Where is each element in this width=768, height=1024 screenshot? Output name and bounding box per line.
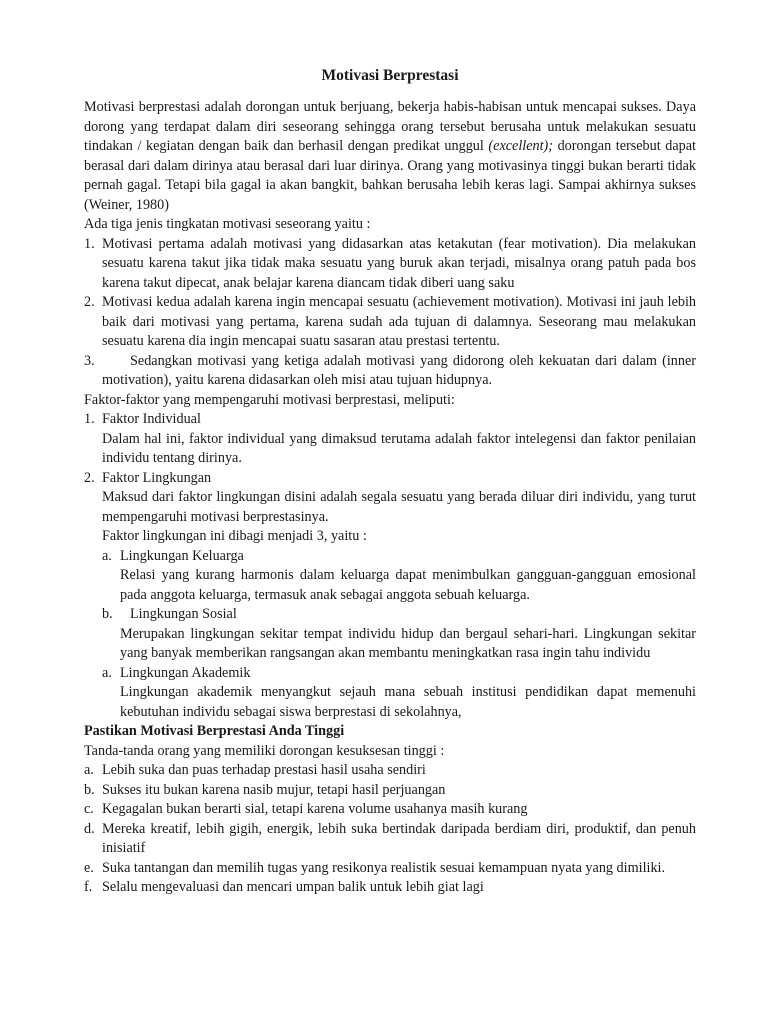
- sign-mark: a.: [84, 762, 94, 778]
- sign-mark: e.: [84, 859, 94, 876]
- level-number: 2.: [84, 294, 95, 310]
- sign-item-a: [84, 761, 696, 781]
- sign-text: Kegagalan bukan berarti sial, tetapi karena volume usahanya masih kurang: [102, 801, 528, 817]
- factor-item-2: [84, 469, 696, 489]
- section-heading: Pastikan Motivasi Berprestasi Anda Tinggi: [84, 723, 345, 739]
- factor-heading: Faktor Lingkungan: [102, 469, 212, 486]
- document-title: Motivasi Berprestasi: [321, 67, 459, 84]
- factor-heading: Faktor Individual: [102, 411, 201, 427]
- sub-factor-body: Lingkungan akademik menyangkut sejauh mana sebuah institusi pendidikan dapat memenuhi kebutuhan individu sebagai siswa berprestasi di sekolahnya,: [120, 684, 696, 720]
- sign-item-e: [84, 859, 696, 879]
- sub-factor-akademik: [84, 664, 696, 684]
- level-text: Sedangkan motivasi yang ketiga adalah motivasi yang didorong oleh kekuatan dari dalam (inner motivation), yaitu karena didasarkan oleh misi atau tujuan hidupnya.: [102, 352, 696, 388]
- levels-intro: Ada tiga jenis tingkatan motivasi seseorang yaitu :: [84, 216, 371, 232]
- factor-sub-intro: Faktor lingkungan ini dibagi menjadi 3, yaitu :: [102, 528, 367, 544]
- sign-item-c: [84, 800, 696, 820]
- sub-factor-heading: Lingkungan Akademik: [120, 664, 251, 681]
- sign-text: Sukses itu bukan karena nasib mujur, tetapi hasil perjuangan: [102, 781, 446, 798]
- sign-item-f: [84, 878, 696, 898]
- factor-number: 2.: [84, 469, 95, 486]
- level-item-3: [84, 352, 696, 391]
- sign-text: Lebih suka dan puas terhadap prestasi hasil usaha sendiri: [102, 762, 426, 778]
- level-number: 3.: [84, 352, 95, 369]
- level-text: Motivasi kedua adalah karena ingin mencapai sesuatu (achievement motivation). Motivasi ini jauh lebih baik dari motivasi yang pertama, karena sudah ada tujuan di dalamnya. Seseorang mau melakukan sesuatu karena dia ingin mencapai suatu sasaran atau prestasi tertentu.: [102, 294, 696, 349]
- level-number: 1.: [84, 235, 95, 252]
- intro-text-b: dorongan tersebut dapat berasal dari dalam dirinya atau berasal dari luar dirinya. Orang yang motivasinya tinggi bukan berarti tidak pernah gagal. Tetapi bila gagal ia akan bangkit, bahkan berusaha lebih keras lagi. Sampai akhirnya sukses (Weiner, 1980): [84, 138, 696, 213]
- sub-factor-mark: a.: [102, 547, 112, 564]
- document-page: [84, 66, 696, 898]
- sign-mark: d.: [84, 820, 95, 837]
- sub-factor-body: Relasi yang kurang harmonis dalam keluarga dapat menimbulkan gangguan-gangguan emosional pada anggota keluarga, termasuk anak sebagai anggota sebuah keluarga.: [120, 567, 696, 603]
- factor-item-1: [84, 410, 696, 430]
- intro-text-a: Motivasi berprestasi adalah dorongan untuk berjuang, bekerja habis-habisan untuk mencapai sukses. Daya dorong yang terdapat dalam diri seseorang sehingga orang tersebut berusaha untuk melakukan sesuatu tindakan / kegiatan dengan baik dan berhasil dengan predikat unggul: [84, 99, 696, 154]
- factor-number: 1.: [84, 411, 95, 427]
- sign-mark: b.: [84, 781, 95, 798]
- factor-body: Dalam hal ini, faktor individual yang dimaksud terutama adalah faktor intelegensi dan faktor penilaian individu tentang dirinya.: [102, 430, 696, 466]
- factor-body: Maksud dari faktor lingkungan disini adalah segala sesuatu yang berada diluar diri individu, yang turut mempengaruhi motivasi berprestasinya.: [102, 489, 696, 525]
- sub-factor-sosial: [84, 605, 696, 625]
- level-item-1: [84, 235, 696, 294]
- sign-mark: f.: [84, 879, 93, 895]
- sub-factor-heading: Lingkungan Sosial: [130, 606, 237, 622]
- factors-intro: Faktor-faktor yang mempengaruhi motivasi berprestasi, meliputi:: [84, 391, 455, 408]
- sign-mark: c.: [84, 801, 94, 817]
- sub-factor-mark: a.: [102, 664, 112, 681]
- sign-text: Mereka kreatif, lebih gigih, energik, lebih suka bertindak daripada berdiam diri, produktif, dan penuh inisiatif: [102, 820, 696, 856]
- sign-text: Suka tantangan dan memilih tugas yang resikonya realistik sesuai kemampuan nyata yang dimiliki.: [102, 859, 666, 876]
- intro-italic-term: (excellent);: [488, 138, 553, 154]
- intro-paragraph: [84, 98, 696, 215]
- sub-factor-keluarga: [84, 547, 696, 567]
- sub-factor-mark: b.: [102, 606, 113, 622]
- level-text: Motivasi pertama adalah motivasi yang didasarkan atas ketakutan (fear motivation). Dia melakukan sesuatu karena takut jika tidak maka sesuatu yang buruk akan terjadi, misalnya orang patuh pada bos karena takut dipecat, anak belajar karena diancam tidak diberi uang saku: [102, 235, 696, 291]
- level-item-2: [84, 293, 696, 352]
- sign-item-d: [84, 820, 696, 859]
- sign-text: Selalu mengevaluasi dan mencari umpan balik untuk lebih giat lagi: [102, 879, 484, 895]
- sub-factor-body: Merupakan lingkungan sekitar tempat individu hidup dan bergaul sehari-hari. Lingkungan sekitar yang banyak memberikan rangsangan akan membantu meningkatkan rasa ingin tahu individu: [120, 625, 696, 661]
- sub-factor-heading: Lingkungan Keluarga: [120, 547, 244, 564]
- section-intro: Tanda-tanda orang yang memiliki dorongan kesuksesan tinggi :: [84, 742, 445, 759]
- sign-item-b: [84, 781, 696, 801]
